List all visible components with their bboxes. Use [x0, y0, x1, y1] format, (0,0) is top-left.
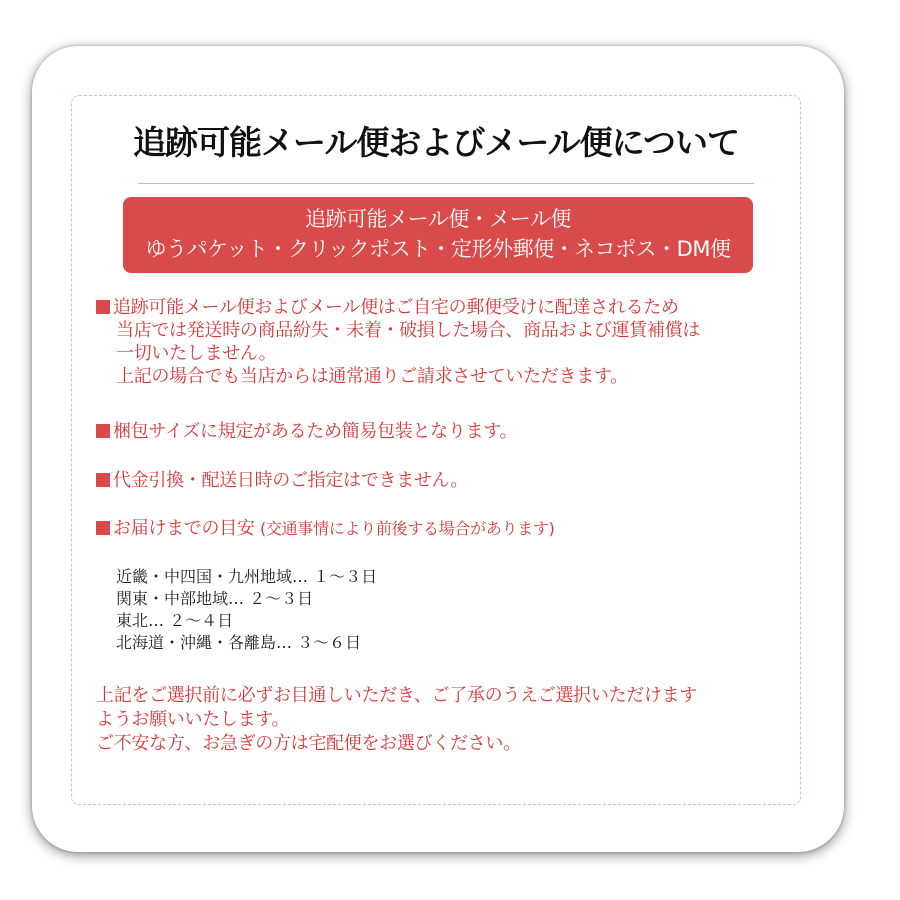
square-bullet-icon: [96, 473, 110, 487]
list-item: 関東・中部地域… ２～３日: [116, 589, 314, 608]
closing-line-2: ようお願いいたします。: [96, 709, 290, 730]
closing-line-1: 上記をご選択前に必ずお目通しいただき、ご了承のうえご選択いただけます: [96, 685, 698, 706]
delivery-note: (交通事情により前後する場合があります): [260, 519, 555, 538]
square-bullet-icon: [96, 424, 110, 438]
shipping-methods-banner: [123, 197, 753, 273]
closing-line-3: ご不安な方、お急ぎの方は宅配便をお選びください。: [96, 733, 521, 754]
packaging-section: [96, 420, 517, 443]
page-title: 追跡可能メール便およびメール便について: [132, 123, 740, 162]
list-item: 東北… ２～４日: [116, 611, 234, 630]
square-bullet-icon: [96, 521, 110, 535]
delivery-heading-section: [96, 517, 555, 540]
packaging-text: 梱包サイズに規定があるため簡易包装となります。: [113, 421, 518, 442]
closing-message: [96, 684, 697, 756]
list-item: 近畿・中四国・九州地域… １～３日: [116, 567, 378, 586]
notice-line-3: 一切いたしません。: [116, 343, 277, 364]
list-item: 北海道・沖縄・各離島… ３～６日: [116, 633, 362, 652]
notice-section: [96, 296, 700, 388]
delivery-heading: お届けまでの目安: [113, 518, 255, 539]
banner-line-1: 追跡可能メール便・メール便: [305, 207, 571, 231]
cod-section: [96, 469, 468, 492]
cod-text: 代金引換・配送日時のご指定はできません。: [113, 470, 469, 491]
notice-line-2: 当店では発送時の商品紛失・未着・破損した場合、商品および運賃補償は: [116, 320, 701, 341]
notice-line-1: 追跡可能メール便およびメール便はご自宅の郵便受けに配達されるため: [113, 297, 679, 318]
square-bullet-icon: [96, 300, 110, 314]
banner-line-2: ゆうパケット・クリックポスト・定形外郵便・ネコポス・DM便: [145, 237, 731, 261]
notice-line-4: 上記の場合でも当店からは通常通りご請求させていただきます。: [116, 366, 628, 387]
delivery-times-list: [116, 566, 377, 654]
title-divider: [138, 183, 754, 184]
